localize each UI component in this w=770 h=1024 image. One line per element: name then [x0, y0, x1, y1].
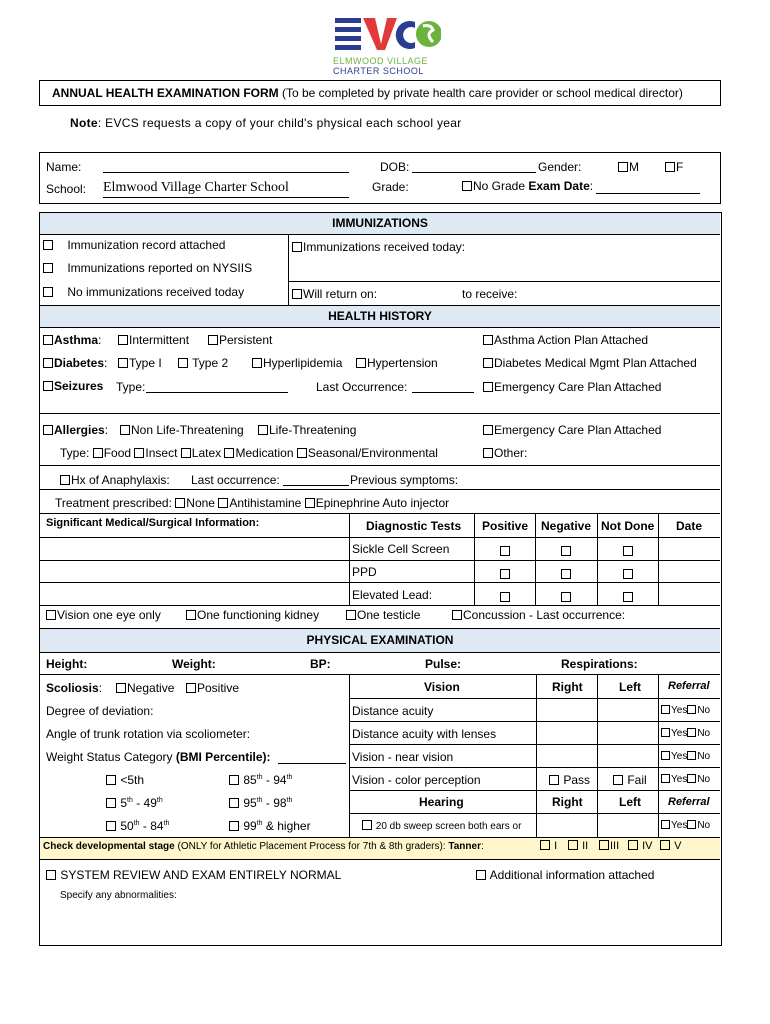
tanner-iv[interactable]: IV [628, 840, 652, 852]
one-testicle-checkbox[interactable]: One testicle [346, 608, 420, 622]
scoliosis-positive[interactable]: Positive [186, 681, 239, 695]
hearing-header: Hearing [419, 795, 464, 809]
allergy-types: Type: Food Insect Latex Medication Seasonal/Environmental [60, 446, 438, 460]
evcs-logo-mark [333, 14, 441, 54]
school-label: School: [46, 182, 87, 196]
diag-row2 [40, 560, 720, 561]
dob-label: DOB: [380, 160, 410, 174]
diag-header-negative: Negative [541, 519, 592, 533]
tanner-v[interactable]: V [660, 840, 681, 852]
distance-lenses-label: Distance acuity with lenses [352, 727, 497, 741]
imm-will-return[interactable]: Will return on: [292, 287, 377, 301]
gender-f[interactable]: F [665, 160, 683, 174]
seizure-last-field[interactable] [412, 392, 474, 393]
last-occurrence2: Last occurrence: [191, 473, 280, 487]
ppd-notdone[interactable] [623, 567, 634, 581]
hyperlipidemia-checkbox[interactable]: Hyperlipidemia [252, 356, 342, 370]
test-sickle: Sickle Cell Screen [352, 542, 450, 556]
color-pass-checkbox[interactable]: Pass [549, 773, 590, 787]
diag-row4 [40, 605, 720, 606]
dev-stage-label: Check developmental stage (ONLY for Athletic Placement Process for 7th & 8th graders): Tanner: [43, 841, 484, 852]
color-perception-label: Vision - color perception [352, 773, 481, 787]
bmi-95-98[interactable]: 95th - 98th [229, 796, 292, 810]
grade-label: Grade: [372, 180, 409, 194]
concussion-checkbox[interactable]: Concussion - Last occurrence: [452, 608, 625, 622]
bmi-field[interactable] [278, 763, 346, 764]
sig-med-label: Significant Medical/Surgical Information: [46, 517, 260, 529]
vision-right-header: Right [552, 680, 583, 694]
diag-row1 [40, 537, 720, 538]
seizure-last-occurrence: Last Occurrence: [316, 380, 408, 394]
diag-col3 [535, 513, 536, 605]
specify-abnormalities: Specify any abnormalities: [60, 890, 177, 901]
imm-to-receive: to receive: [462, 287, 518, 301]
no-grade-checkbox[interactable]: No Grade Exam Date: [462, 179, 593, 193]
diag-header-notdone: Not Done [601, 519, 655, 533]
tanner-ii[interactable]: II [568, 840, 588, 852]
life-checkbox[interactable]: Life-Threatening [258, 423, 356, 437]
test-lead: Elevated Lead: [352, 588, 433, 602]
one-kidney-checkbox[interactable]: One functioning kidney [186, 608, 319, 622]
tanner-iii[interactable]: III [599, 840, 619, 852]
scoliosis-row: Scoliosis: [46, 681, 103, 695]
lead-positive[interactable] [500, 590, 511, 604]
vis-row1 [349, 698, 720, 699]
immunizations-title: IMMUNIZATIONS [332, 216, 428, 230]
tanner-i[interactable]: I [540, 840, 557, 852]
hearing-left-header: Left [619, 795, 641, 809]
ref-distance[interactable]: Yes No [661, 705, 710, 716]
lead-negative[interactable] [561, 590, 572, 604]
lead-notdone[interactable] [623, 590, 634, 604]
ppd-negative[interactable] [561, 567, 572, 581]
treatment-divider [40, 489, 720, 490]
imm-none-received[interactable]: No immunizations received today [43, 285, 244, 299]
asthma-plan-checkbox[interactable]: Asthma Action Plan Attached [483, 333, 648, 347]
scoliosis-negative[interactable]: Negative [116, 681, 174, 695]
bp-label: BP: [310, 657, 331, 671]
persistent-checkbox[interactable]: Persistent [208, 333, 272, 347]
physical-title: PHYSICAL EXAMINATION [306, 633, 454, 647]
non-life-checkbox[interactable]: Non Life-Threatening [120, 423, 244, 437]
imm-reported-nysiis[interactable]: Immunizations reported on NYSIIS [43, 261, 252, 275]
diag-top-line [40, 513, 720, 514]
color-fail-checkbox[interactable]: Fail [613, 773, 647, 787]
diag-col2 [474, 513, 475, 605]
diag-header-tests: Diagnostic Tests [366, 519, 462, 533]
vision-header: Vision [424, 680, 460, 694]
hearing-referral-header: Referral [668, 796, 710, 808]
system-normal-checkbox[interactable]: SYSTEM REVIEW AND EXAM ENTIRELY NORMAL [46, 868, 341, 882]
allergies-checkbox[interactable]: Allergies: [43, 423, 108, 437]
test-ppd: PPD [352, 565, 377, 579]
logo-line2: CHARTER SCHOOL [333, 66, 424, 76]
sweep-screen-checkbox[interactable]: 20 db sweep screen both ears or [362, 820, 521, 832]
weight-label: Weight: [172, 657, 216, 671]
diag-header-date: Date [676, 519, 703, 533]
sickle-positive[interactable] [500, 544, 511, 558]
ppd-positive[interactable] [500, 567, 511, 581]
imm-line [288, 281, 720, 282]
pulse-label: Pulse: [425, 657, 462, 671]
seizure-type-label: Type: [116, 380, 146, 394]
history-title: HEALTH HISTORY [328, 309, 432, 323]
last-occurrence2-field[interactable] [283, 485, 349, 486]
gender-m[interactable]: M [618, 160, 639, 174]
hypertension-checkbox[interactable]: Hypertension [356, 356, 438, 370]
diag-header-positive: Positive [482, 519, 529, 533]
previous-symptoms: Previous symptoms: [350, 473, 459, 487]
hx-anaphylaxis-checkbox[interactable]: Hx of Anaphylaxis: [60, 473, 170, 487]
additional-info-checkbox[interactable]: Additional information attached [476, 868, 654, 882]
exam-date-field[interactable] [596, 193, 700, 194]
vision-referral-header: Referral [668, 680, 710, 692]
school-underline [103, 197, 349, 198]
bmi-lt5[interactable]: <5th [106, 773, 144, 787]
history-divider [40, 413, 720, 414]
gender-label: Gender: [538, 160, 582, 174]
vision-one-eye-checkbox[interactable]: Vision one eye only [46, 608, 161, 622]
dob-field[interactable] [412, 172, 536, 173]
respirations-label: Respirations: [561, 657, 638, 671]
ref-lenses[interactable]: Yes No [661, 728, 710, 739]
diabetes-checkbox[interactable]: Diabetes: [43, 356, 107, 370]
bmi-5-49[interactable]: 5th - 49th [106, 796, 163, 810]
diabetes-plan-checkbox[interactable]: Diabetes Medical Mgmt Plan Attached [483, 356, 697, 370]
diag-col4 [597, 513, 598, 605]
sickle-negative[interactable] [561, 544, 572, 558]
ref-hearing[interactable]: Yes No [661, 820, 710, 831]
vis-row5 [349, 790, 720, 791]
degree-label: Degree of deviation: [46, 704, 154, 718]
type2-checkbox[interactable]: Type 2 [178, 356, 228, 370]
hearing-right-header: Right [552, 795, 583, 809]
asthma-checkbox[interactable]: Asthma: [43, 333, 101, 347]
imm-divider [288, 234, 289, 306]
imm-received-today[interactable]: Immunizations received today: [292, 240, 465, 254]
school-value: Elmwood Village Charter School [103, 180, 289, 195]
sickle-notdone[interactable] [623, 544, 634, 558]
vis-row2 [349, 721, 720, 722]
bmi-85-94[interactable]: 85th - 94th [229, 773, 292, 787]
bmi-50-84[interactable]: 50th - 84th [106, 819, 169, 833]
type1-checkbox[interactable]: Type I [118, 356, 162, 370]
vitals-line [40, 674, 720, 675]
bmi-label: Weight Status Category (BMI Percentile): [46, 750, 271, 764]
near-vision-label: Vision - near vision [352, 750, 454, 764]
other-checkbox[interactable]: Other: [483, 446, 527, 460]
vis-row3 [349, 744, 720, 745]
imm-record-attached[interactable]: Immunization record attached [43, 238, 225, 252]
emergency-plan2-checkbox[interactable]: Emergency Care Plan Attached [483, 423, 661, 437]
vision-left-header: Left [619, 680, 641, 694]
diag-col5 [658, 513, 659, 605]
bmi-99-higher[interactable]: 99th & higher [229, 819, 311, 833]
ref-color[interactable]: Yes No [661, 774, 710, 785]
vis-row4 [349, 767, 720, 768]
ref-near[interactable]: Yes No [661, 751, 710, 762]
note: Note: EVCS requests a copy of your child's physical each school year [70, 116, 462, 130]
emergency-plan-checkbox[interactable]: Emergency Care Plan Attached [483, 380, 661, 394]
diag-row3 [40, 582, 720, 583]
form-title: ANNUAL HEALTH EXAMINATION FORM (To be completed by private health care provider or school medical director) [52, 86, 683, 100]
name-label: Name: [46, 160, 82, 174]
treatment-row: Treatment prescribed: None Antihistamine Epinephrine Auto injector [55, 496, 450, 510]
vis-row6 [349, 813, 720, 814]
seizures-checkbox[interactable]: Seizures [43, 379, 103, 393]
name-field[interactable] [103, 172, 349, 173]
angle-label: Angle of trunk rotation via scoliometer: [46, 727, 251, 741]
school-logo [333, 14, 441, 76]
intermittent-checkbox[interactable]: Intermittent [118, 333, 189, 347]
height-label: Height: [46, 657, 88, 671]
seizure-type-field[interactable] [146, 392, 288, 393]
distance-acuity-label: Distance acuity [352, 704, 434, 718]
logo-line1: ELMWOOD VILLAGE [333, 56, 429, 66]
diag-col1 [349, 513, 350, 605]
anaphylaxis-divider [40, 465, 720, 466]
